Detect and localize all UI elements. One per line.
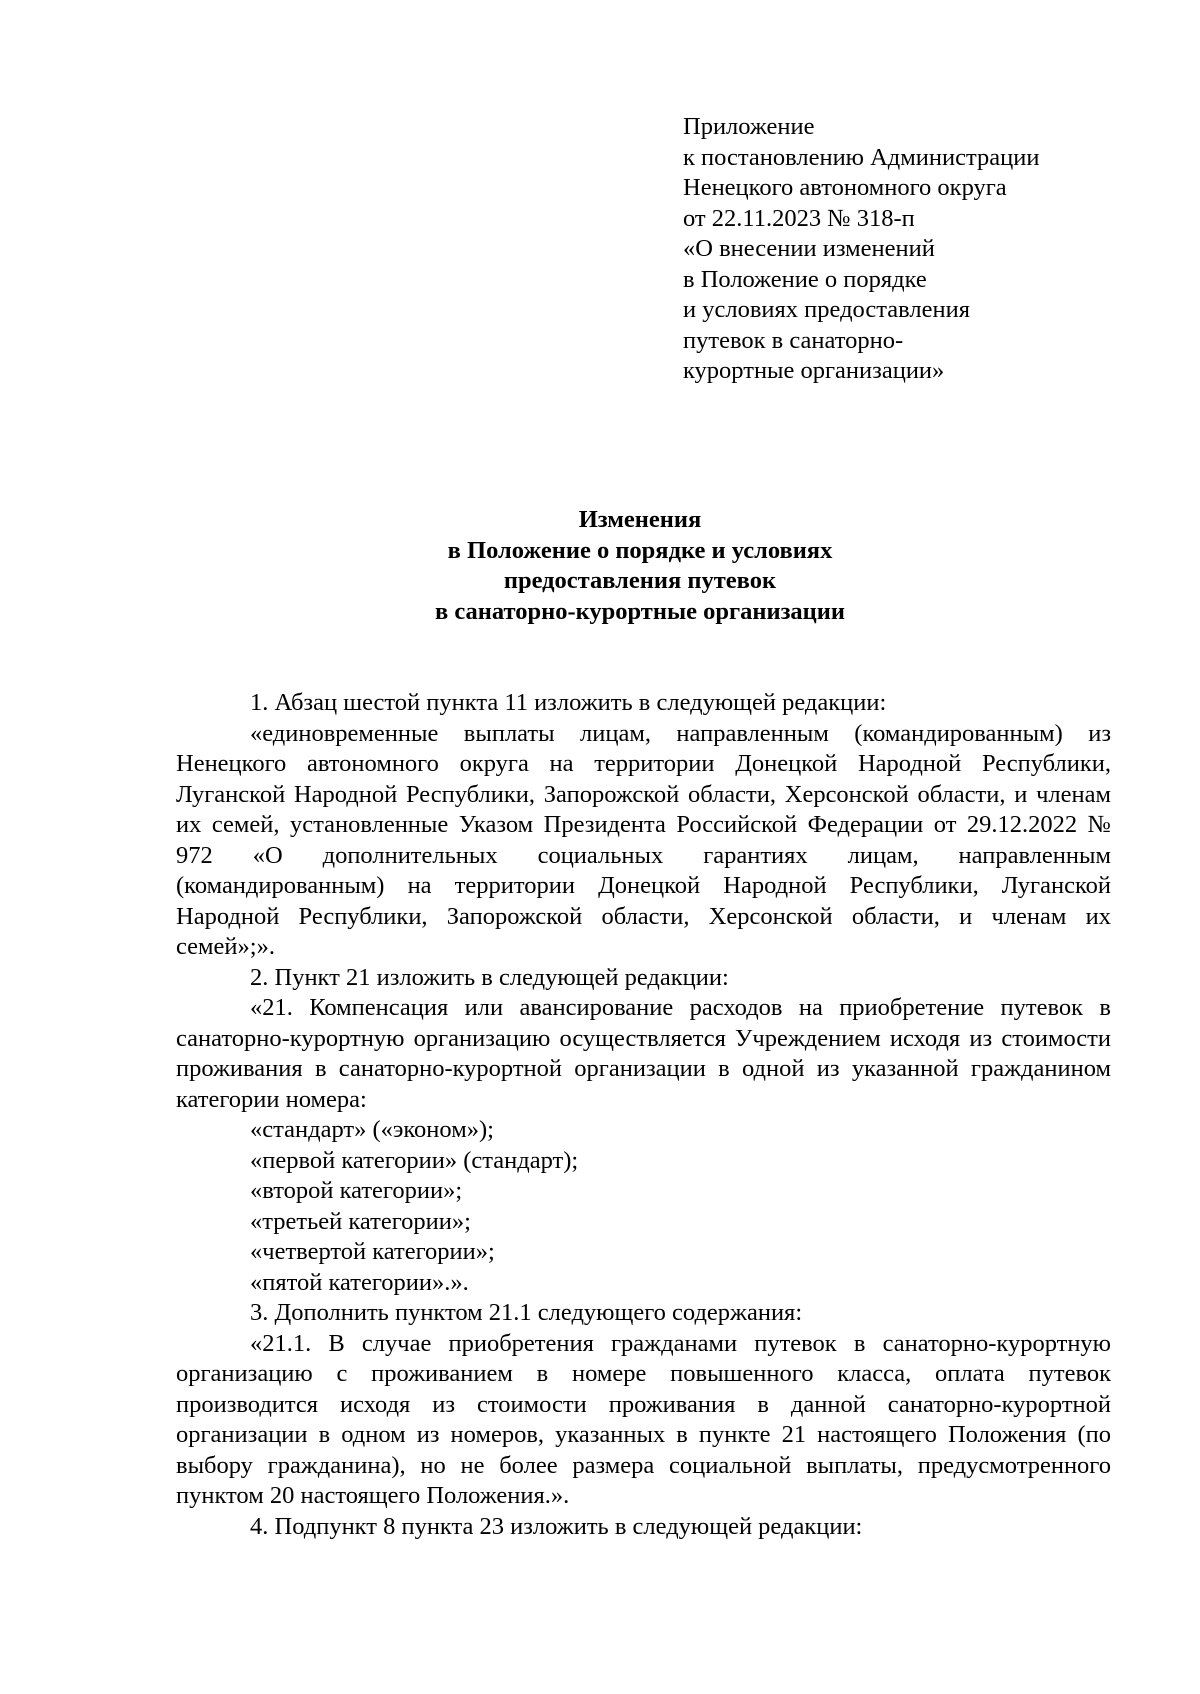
paragraph-item-1: 1. Абзац шестой пункта 11 изложить в следующей редакции:	[250, 689, 887, 716]
paragraph-item-4: 4. Подпункт 8 пункта 23 изложить в следующей редакции:	[250, 1512, 863, 1540]
paragraph-item-1-text: «единовременные выплаты лицам, направленным (командированным) из Ненецкого автономного округа на территории Донецкой Народной Республики, Луганской Народной Республики, Запорожской области, Херсонской области, и членам их семей, установленные Указом Президента Российской Федерации от 29.12.2022 № 972 «О дополнительных социальных гарантиях лицам, направленным (командированным) на территории Донецкой Народной Республики, Луганской Народной Республики, Запорожской области, Херсонской области, и членам их семей»;».	[176, 719, 1111, 960]
paragraph-item-3-text: «21.1. В случае приобретения гражданами путевок в санаторно-курортную организацию с проживанием в номере повышенного класса, оплата путевок производится исходя из стоимости проживания в данной санаторно-курортной организации в одном из номеров, указанных в пункте 21 настоящего Положения (по выбору гражданина), но не более размера социальной выплаты, предусмотренного пунктом 20 настоящего Положения.».	[176, 1329, 1111, 1509]
title-line: в санаторно-курортные организации	[434, 597, 846, 625]
appendix-line: курортные организации»	[683, 357, 945, 384]
room-category-item: «второй категории»;	[250, 1177, 463, 1204]
appendix-line: от 22.11.2023 № 318-п	[683, 204, 915, 232]
room-category-item: «третьей категории»;	[250, 1207, 471, 1235]
title-line: в Положение о порядке и условиях	[447, 536, 833, 564]
appendix-line: и условиях предоставления	[683, 296, 970, 323]
appendix-header	[683, 112, 1153, 387]
appendix-line: Приложение	[683, 113, 815, 140]
room-category-item: «стандарт» («эконом»);	[250, 1116, 494, 1143]
appendix-line: Ненецкого автономного округа	[683, 174, 1007, 201]
document-title	[200, 505, 1080, 627]
paragraph-item-3: 3. Дополнить пунктом 21.1 следующего содержания:	[250, 1299, 803, 1326]
room-category-item: «первой категории» (стандарт);	[250, 1146, 579, 1174]
appendix-line: к постановлению Администрации	[683, 143, 1040, 171]
room-category-item: «четвертой категории»;	[250, 1238, 495, 1265]
appendix-line: в Положение о порядке	[683, 265, 927, 293]
appendix-line: «О внесении изменений	[683, 235, 935, 262]
title-line: Изменения	[578, 506, 702, 533]
title-line: предоставления путевок	[503, 567, 777, 594]
room-category-item: «пятой категории».».	[250, 1268, 469, 1296]
appendix-line: путевок в санаторно-	[683, 326, 904, 354]
paragraph-item-2: 2. Пункт 21 изложить в следующей редакции:	[250, 963, 729, 991]
paragraph-item-2-text: «21. Компенсация или авансирование расходов на приобретение путевок в санаторно-курортную организацию осуществляется Учреждением исходя из стоимости проживания в санаторно-курортной организации в одной из указанной гражданином категории номера:	[176, 994, 1111, 1113]
document-body	[176, 688, 1111, 1542]
